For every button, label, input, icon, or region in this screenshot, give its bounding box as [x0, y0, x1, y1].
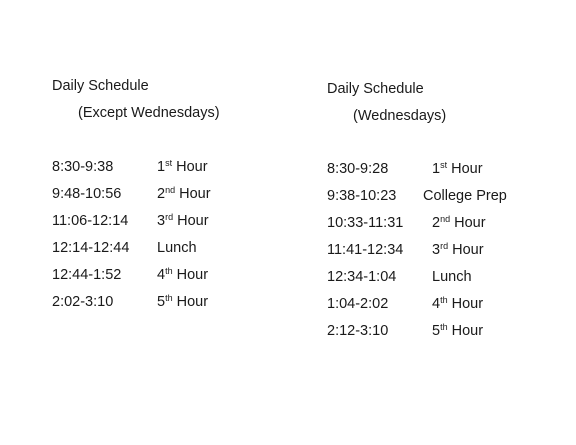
period-text: 3 [432, 242, 441, 258]
period-text: 4 [432, 296, 441, 312]
time-range: 8:30-9:28 [327, 161, 389, 177]
ordinal-suffix: nd [440, 214, 451, 224]
time-range: 11:06-12:14 [52, 213, 129, 229]
period-text: 1 [432, 161, 441, 177]
time-range: 8:30-9:38 [52, 159, 114, 175]
period-label [432, 296, 483, 312]
schedule-subtitle: (Wednesdays) [353, 108, 447, 124]
period-text: 1 [157, 159, 166, 175]
period-text: 3 [157, 213, 166, 229]
period-text: 2 [157, 186, 166, 202]
period-word: Hour [450, 215, 486, 231]
period-word: Hour [448, 242, 484, 258]
time-range: 2:02-3:10 [52, 294, 114, 310]
period-label [432, 215, 486, 231]
time-range: 2:12-3:10 [327, 323, 389, 339]
period-word: Hour [447, 323, 484, 339]
period-text: Lunch [157, 240, 197, 256]
time-range: 9:38-10:23 [327, 188, 397, 204]
period-word: Hour [172, 159, 208, 175]
period-label [432, 161, 483, 177]
period-label [432, 269, 472, 285]
ordinal-suffix: th [165, 266, 173, 276]
ordinal-suffix: rd [165, 212, 174, 222]
period-word: Hour [172, 267, 209, 283]
period-text: 2 [432, 215, 441, 231]
time-range: 12:34-1:04 [327, 269, 397, 285]
period-label [432, 242, 484, 258]
period-word: Hour [172, 294, 209, 310]
period-word: Hour [173, 213, 209, 229]
period-word: Hour [175, 186, 211, 202]
schedule-title: Daily Schedule [327, 81, 424, 97]
time-range: 12:14-12:44 [52, 240, 130, 256]
schedule-title: Daily Schedule [52, 78, 149, 94]
schedule-subtitle: (Except Wednesdays) [78, 105, 220, 121]
ordinal-suffix: st [440, 160, 448, 170]
ordinal-suffix: st [165, 158, 173, 168]
time-range: 10:33-11:31 [327, 215, 404, 231]
time-range: 1:04-2:02 [327, 296, 389, 312]
period-text: College Prep [423, 188, 507, 204]
period-text: 5 [432, 323, 441, 339]
ordinal-suffix: th [165, 293, 173, 303]
period-word: Hour [447, 296, 484, 312]
period-text: 4 [157, 267, 166, 283]
period-label [432, 323, 483, 339]
ordinal-suffix: th [440, 295, 448, 305]
period-text: Lunch [432, 269, 472, 285]
ordinal-suffix: rd [440, 241, 449, 251]
ordinal-suffix: nd [165, 185, 176, 195]
period-label [423, 188, 507, 204]
time-range: 12:44-1:52 [52, 267, 122, 283]
time-range: 11:41-12:34 [327, 242, 404, 258]
period-text: 5 [157, 294, 166, 310]
ordinal-suffix: th [440, 322, 448, 332]
period-word: Hour [447, 161, 483, 177]
time-range: 9:48-10:56 [52, 186, 122, 202]
